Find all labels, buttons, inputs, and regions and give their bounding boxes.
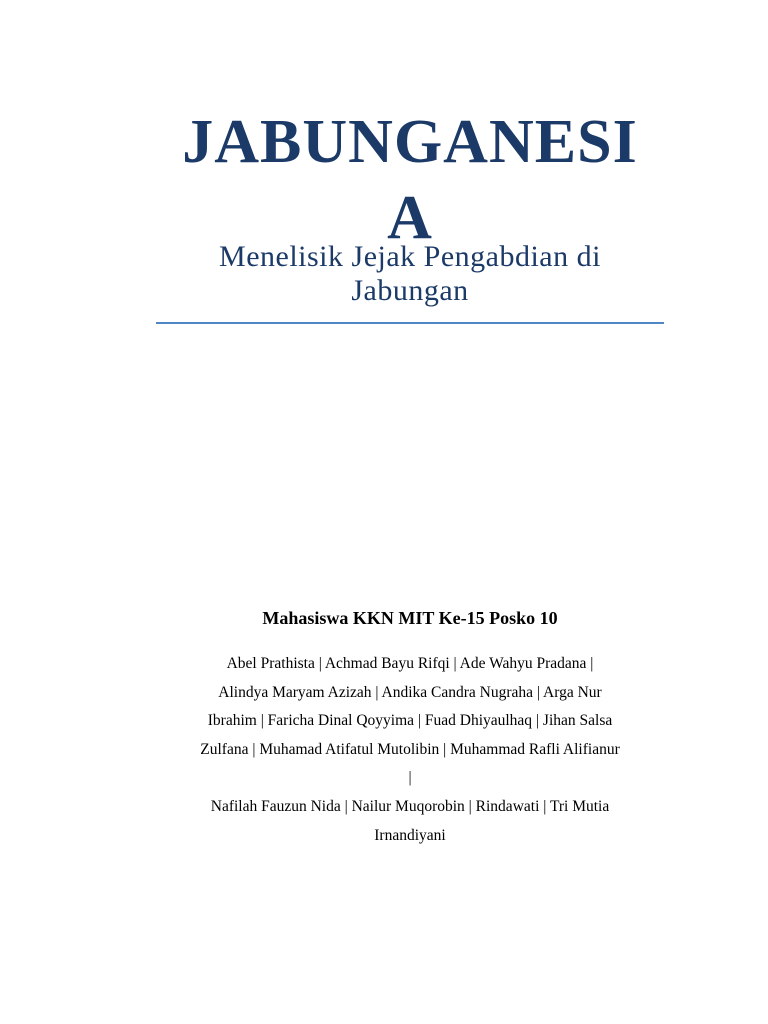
document-subtitle xyxy=(150,240,670,308)
group-heading: Mahasiswa KKN MIT Ke-15 Posko 10 xyxy=(262,608,558,628)
member-line: Nafilah Fauzun Nida | Nailur Muqorobin | Rindawati | Tri Mutia xyxy=(210,797,610,815)
member-list xyxy=(152,650,668,850)
document-title-line-1: JABUNGANESI xyxy=(182,108,638,176)
document-subtitle-line-2: Jabungan xyxy=(351,274,469,307)
document-title xyxy=(150,104,670,256)
member-line: | xyxy=(408,769,412,787)
member-line: Zulfana | Muhamad Atifatul Mutolibin | Muhammad Rafli Alifianur xyxy=(200,740,620,758)
member-line: Abel Prathista | Achmad Bayu Rifqi | Ade Wahyu Pradana | xyxy=(226,655,594,672)
title-divider xyxy=(156,322,664,324)
document-title-line-2: A xyxy=(387,184,433,252)
member-line: Alindya Maryam Azizah | Andika Candra Nugraha | Arga Nur xyxy=(218,683,602,701)
member-line: Irnandiyani xyxy=(374,826,446,844)
member-line: Ibrahim | Faricha Dinal Qoyyima | Fuad Dhiyaulhaq | Jihan Salsa xyxy=(207,712,613,730)
document-subtitle-line-1: Menelisik Jejak Pengabdian di xyxy=(219,240,601,273)
